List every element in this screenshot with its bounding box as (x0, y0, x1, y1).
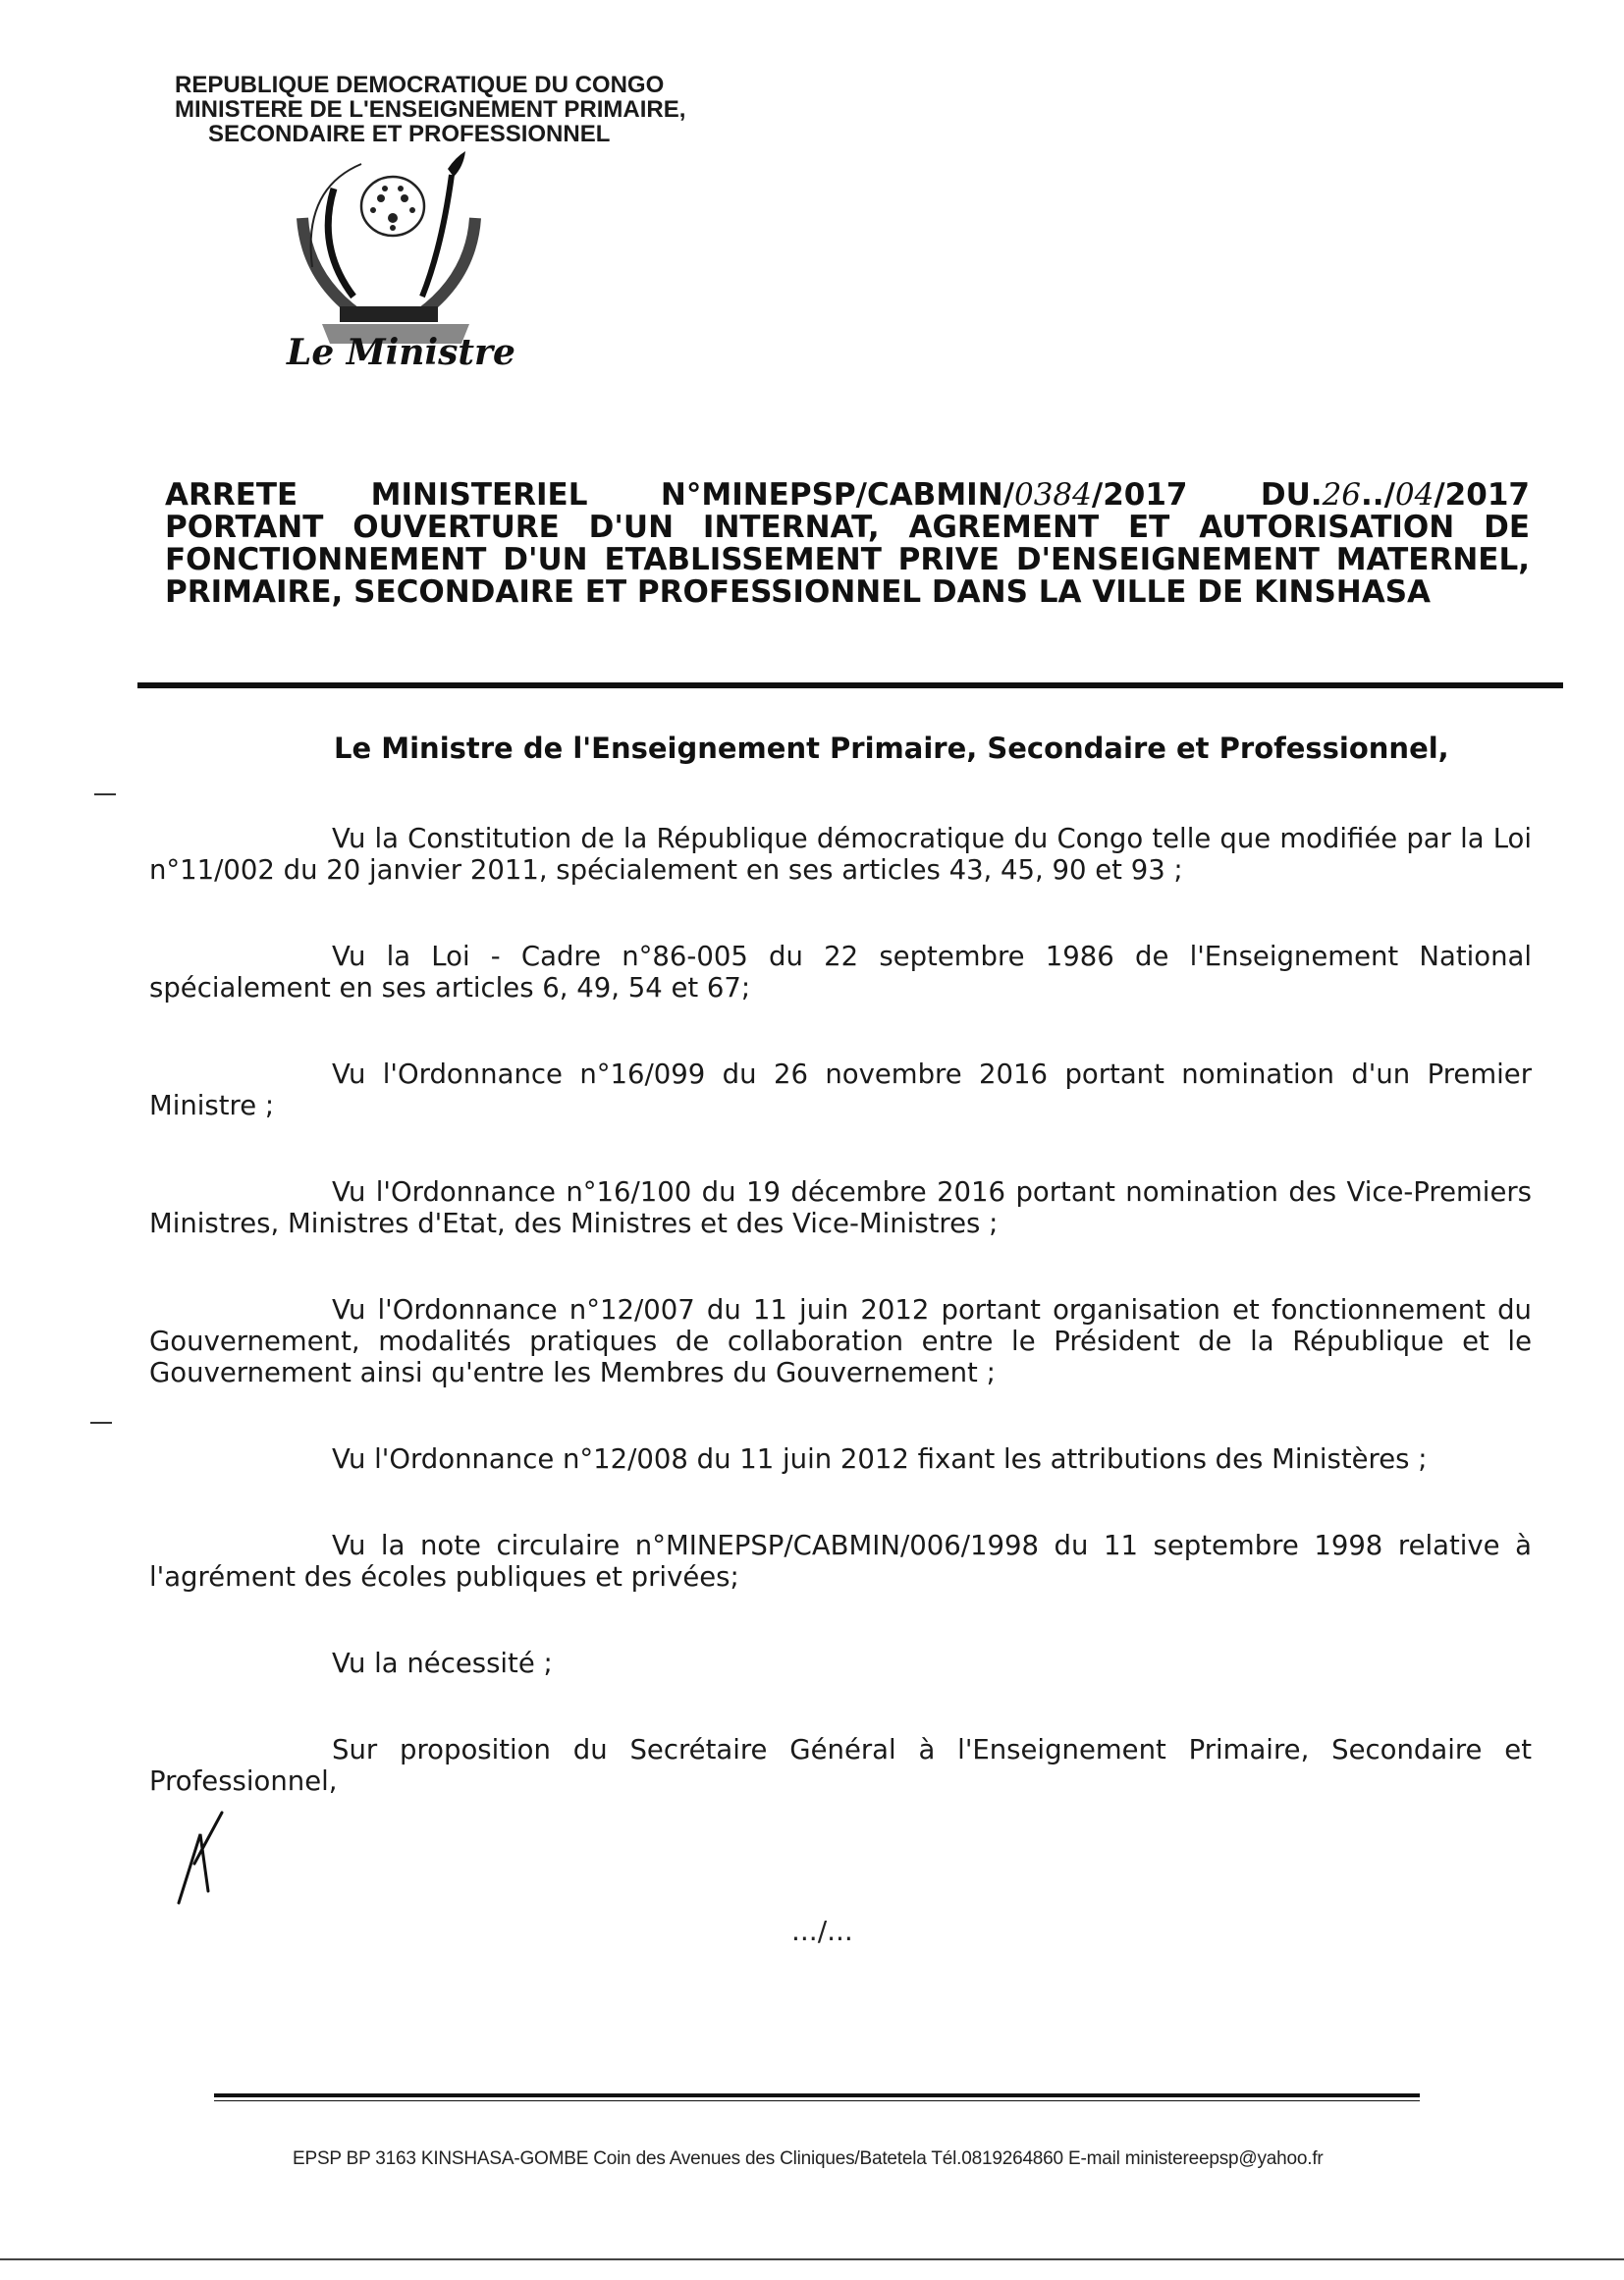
coat-of-arms-emblem (283, 149, 526, 355)
decree-number-line (165, 479, 1530, 512)
decree-number-handwritten: 0384 (1013, 477, 1092, 513)
preamble-paragraph: Sur proposition du Secrétaire Général à l'Enseignement Primaire, Secondaire et Professionnel, (149, 1734, 1532, 1797)
decree-number (661, 479, 1188, 512)
preamble-paragraph: Vu l'Ordonnance n°12/008 du 11 juin 2012 fixant les attributions des Ministères ; (332, 1443, 1428, 1475)
decree-title (165, 479, 1530, 609)
title-word-ministeriel: MINISTERIEL (370, 477, 588, 513)
scan-mark (90, 1422, 112, 1424)
preamble-paragraph: Vu la Loi - Cadre n°86-005 du 22 septembre 1986 de l'Enseignement National spécialement en ses articles 6, 49, 54 et 67; (149, 941, 1532, 1004)
preamble-paragraph: Vu la note circulaire n°MINEPSP/CABMIN/006/1998 du 11 septembre 1998 relative à l'agrément des écoles publiques et privées; (149, 1530, 1532, 1593)
preamble (149, 823, 1532, 1797)
decree-date-month: 04 (1394, 477, 1435, 513)
decree-date-prefix: DU. (1260, 477, 1323, 513)
preamble-paragraph: Vu l'Ordonnance n°16/100 du 19 décembre 2016 portant nomination des Vice-Premiers Ministres, Ministres d'Etat, des Ministres et des Vice-Ministres ; (149, 1176, 1532, 1239)
decree-date-day: 26 (1322, 477, 1362, 513)
decree-number-prefix: N°MINEPSP/CABMIN/ (660, 477, 1014, 513)
title-word-arrete: ARRETE (165, 477, 298, 513)
letterhead-country: REPUBLIQUE DEMOCRATIQUE DU CONGO (175, 72, 665, 98)
scan-mark (94, 793, 116, 795)
footer-divider-thin (214, 2100, 1420, 2101)
decree-date-sep: ../ (1361, 477, 1395, 513)
page-continuation: .../... (791, 1915, 853, 1947)
decree-date-year: /2017 (1434, 477, 1530, 513)
minister-heading: Le Ministre de l'Enseignement Primaire, Secondaire et Professionnel, (334, 732, 1449, 765)
scan-edge (0, 2258, 1624, 2260)
preamble-paragraph: Vu la nécessité ; (332, 1648, 553, 1679)
footer-address: EPSP BP 3163 KINSHASA-GOMBE Coin des Avenues des Cliniques/Batetela Tél.0819264860 E-mail ministereepsp@yahoo.fr (293, 2148, 1324, 2169)
decree-subject: PORTANT OUVERTURE D'UN INTERNAT, AGREMENT ET AUTORISATION DE FONCTIONNEMENT D'UN ETABLISSEMENT PRIVE D'ENSEIGNEMENT MATERNEL, PRIMAIRE, SECONDAIRE ET PROFESSIONNEL DANS LA VILLE DE KINSHASA (165, 510, 1530, 610)
letterhead-ministry: MINISTERE DE L'ENSEIGNEMENT PRIMAIRE, (175, 96, 686, 123)
preamble-paragraph: Vu l'Ordonnance n°16/099 du 26 novembre 2016 portant nomination d'un Premier Ministre ; (149, 1059, 1532, 1121)
footer-divider (214, 2093, 1420, 2097)
signature-title: Le Ministre (287, 332, 515, 373)
letterhead (175, 73, 685, 146)
handwritten-initials (165, 1805, 234, 1913)
letterhead-ministry-cont: SECONDAIRE ET PROFESSIONNEL (208, 121, 611, 147)
decree-number-year: /2017 (1091, 477, 1188, 513)
preamble-paragraph: Vu la Constitution de la République démocratique du Congo telle que modifiée par la Loi n°11/002 du 20 janvier 2011, spécialement en ses articles 43, 45, 90 et 93 ; (149, 823, 1532, 886)
title-divider (137, 682, 1563, 688)
decree-date (1261, 479, 1530, 512)
preamble-paragraph: Vu l'Ordonnance n°12/007 du 11 juin 2012 portant organisation et fonctionnement du Gouvernement, modalités pratiques de collaboration entre le Président de la République et le Gouvernement ainsi qu'entre les Membres du Gouvernement ; (149, 1294, 1532, 1388)
